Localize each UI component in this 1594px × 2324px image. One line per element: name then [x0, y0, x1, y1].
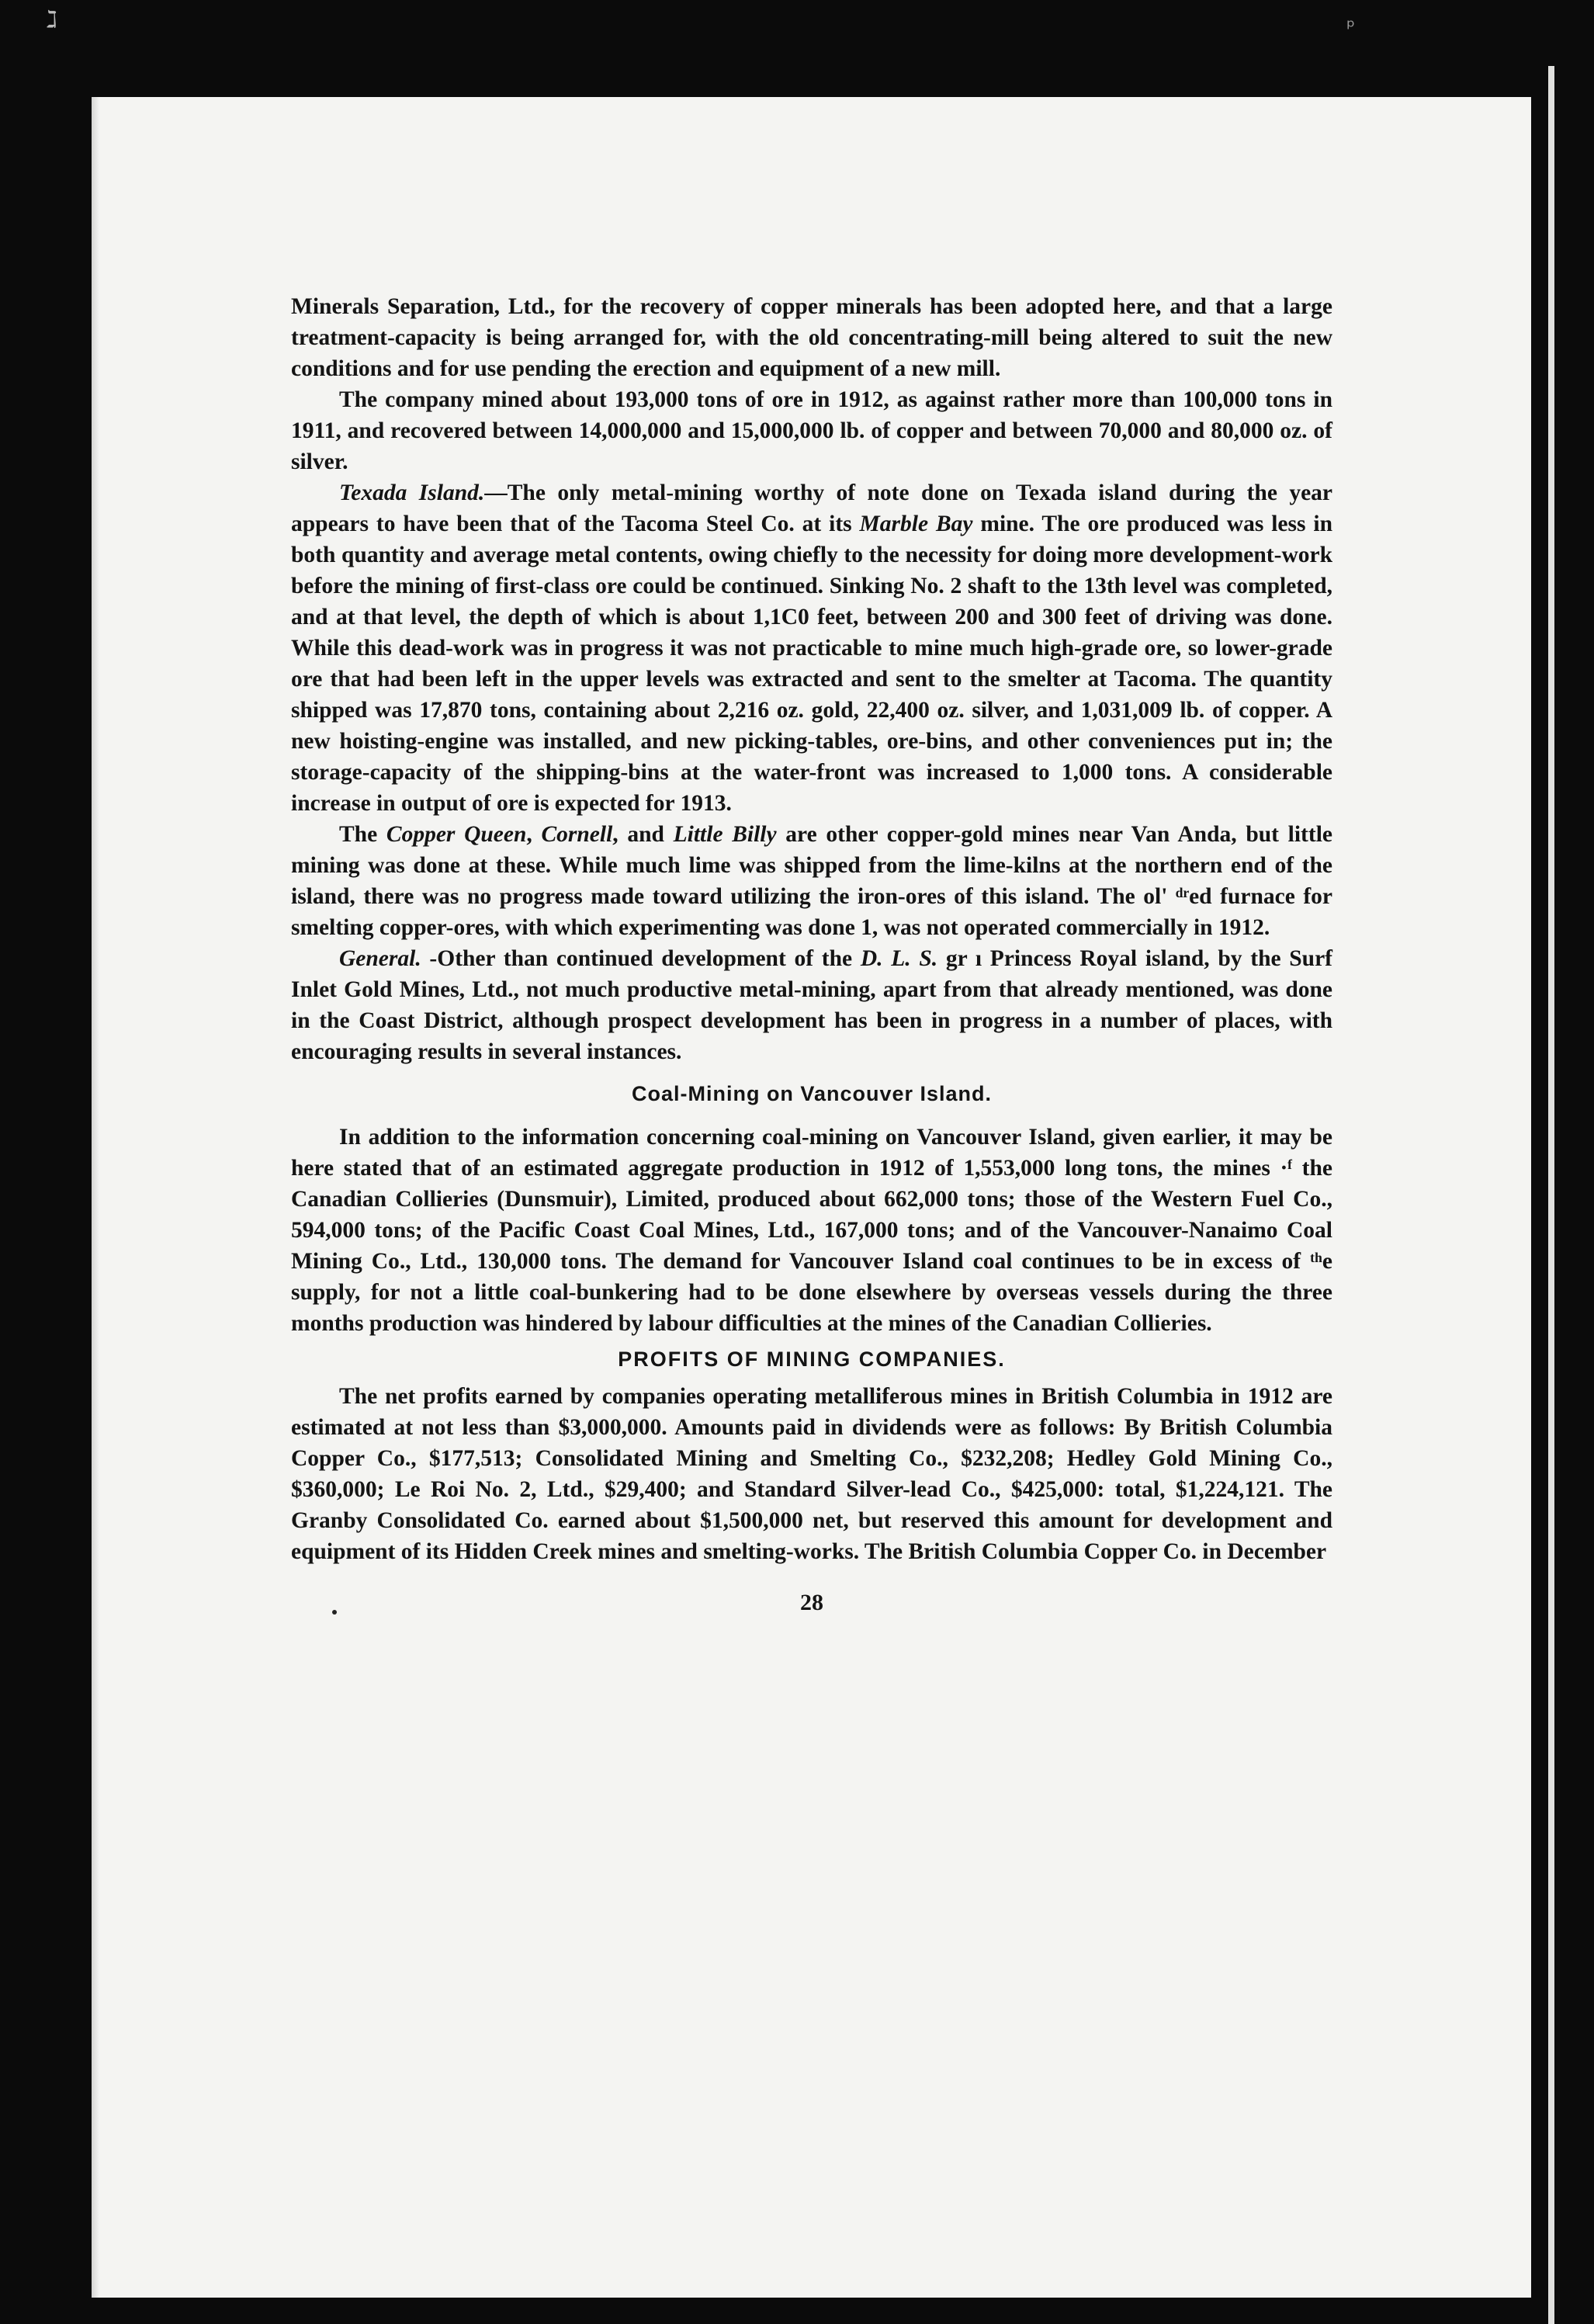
paragraph: In addition to the information concerning coal-mining on Vancouver Island, given earlier, it may be here stated that of an estimated aggregate production in 1912 of 1,553,000 long tons, the mines ·ᶠ the Canadian Collieries (Dunsmuir), Limited, produced about 662,000 tons; those of the Western Fuel Co., 594,000 tons; of the Pacific Coast Coal Mines, Ltd., 167,000 tons; and of the Vancouver-Nanaimo Coal Mining Co., Ltd., 130,000 tons. The demand for Vancouver Island coal continues to be in excess of ᵗʰe supply, for not a little coal-bunkering had to be done elsewhere by overseas vessels during the three months production was hindered by labour difficulties at the mines of the Canadian Collieries. [291, 1125, 1332, 1336]
paragraph: The company mined about 193,000 tons of ore in 1912, as against rather more than 100,000 tons in 1911, and recovered between 14,000,000 and 15,000,000 lb. of copper and between 70,000 and 80,000 oz. of silver. [291, 387, 1332, 474]
mine-name: D. L. S. [860, 946, 938, 971]
page-number: 28 [800, 1590, 823, 1615]
paragraph-text: are other copper-gold mines near Van Anda, but little mining was done at these. While much lime was shipped from the lime-kilns at the northern end of the island, there was no progress made toward utilizing the iron-ores of this island. The ol' ᵈʳed furnace for smelting copper-ores, with which experimenting was done 1, was not operated commercially in 1912. [291, 822, 1332, 940]
paragraph: The net profits earned by companies operating metalliferous mines in British Columbia in 1912 are estimated at not less than $3,000,000. Amounts paid in dividends were as follows: By British Columbia Copper Co., $177,513; Consolidated Mining and Smelting Co., $232,208; Hedley Gold Mining Co., $360,000; Le Roi No. 2, Ltd., $29,400; and Standard Silver-lead Co., $425,000: total, $1,224,121. The Granby Consolidated Co. earned about $1,500,000 net, but reserved this amount for development and equipment of its Hidden Creek mines and smelting-works. The British Columbia Copper Co. in December [291, 1384, 1332, 1564]
mine-name: Little Billy [673, 822, 777, 847]
page-text [291, 291, 1332, 1618]
mine-name: Marble Bay [859, 512, 973, 536]
section-lead: General. [339, 946, 421, 971]
scan-artifact-mark: ℷ [47, 6, 57, 33]
mine-name: Cornell [541, 822, 613, 847]
paragraph-text: gr ı Princess Royal island, by the Surf Inlet Gold Mines, Ltd., not much productive metal-mining, apart from that already mentioned, was done in the Coast District, although prospect development has been in progress in a number of places, with encouraging results in several instances. [291, 946, 1333, 1064]
paragraph-text: —The only metal-mining worthy of note done on Texada island during the year appears to have been that of the Tacoma Steel Co. at its [291, 480, 1333, 536]
paragraph-text: , [526, 822, 542, 847]
paragraph-text: mine. The ore produced was less in both quantity and average metal contents, owing chiefly to the necessity for doing more development-work before the mining of first-class ore could be continued. Sinking No. 2 shaft to the 13th level was completed, and at that level, the depth of which is about 1,1C0 feet, between 200 and 300 feet of driving was done. While this dead-work was in progress it was not practicable to mine much high-grade ore, so lower-grade ore that had been left in the upper levels was extracted and sent to the smelter at Tacoma. The quantity shipped was 17,870 tons, containing about 2,216 oz. gold, 22,400 oz. silver, and 1,031,009 lb. of copper. A new hoisting-engine was installed, and new picking-tables, ore-bins, and other conveniences put in; the storage-capacity of the shipping-bins at the water-front was increased to 1,000 tons. A considerable increase in output of ore is expected for 1913. [291, 512, 1332, 816]
scan-artifact-mark: ᵖ [1346, 16, 1356, 39]
paragraph-text: -Other than continued development of the [421, 946, 861, 971]
section-lead: Texada Island. [339, 480, 485, 505]
section-heading-profits: PROFITS OF MINING COMPANIES. [618, 1348, 1006, 1371]
paragraph-text: The [339, 822, 386, 847]
paragraph: Minerals Separation, Ltd., for the recovery of copper minerals has been adopted here, and that a large treatment-capacity is being arranged for, with the old concentrating-mill being altered to suit the new conditions and for use pending the erection and equipment of a new mill. [291, 294, 1332, 381]
next-page-edge [1548, 66, 1554, 2324]
mine-name: Copper Queen [386, 822, 527, 847]
paragraph [291, 477, 1332, 819]
section-heading-coal: Coal-Mining on Vancouver Island. [631, 1082, 993, 1105]
paragraph [291, 943, 1332, 1067]
paragraph [291, 819, 1332, 943]
paragraph-text: , and [612, 822, 674, 847]
